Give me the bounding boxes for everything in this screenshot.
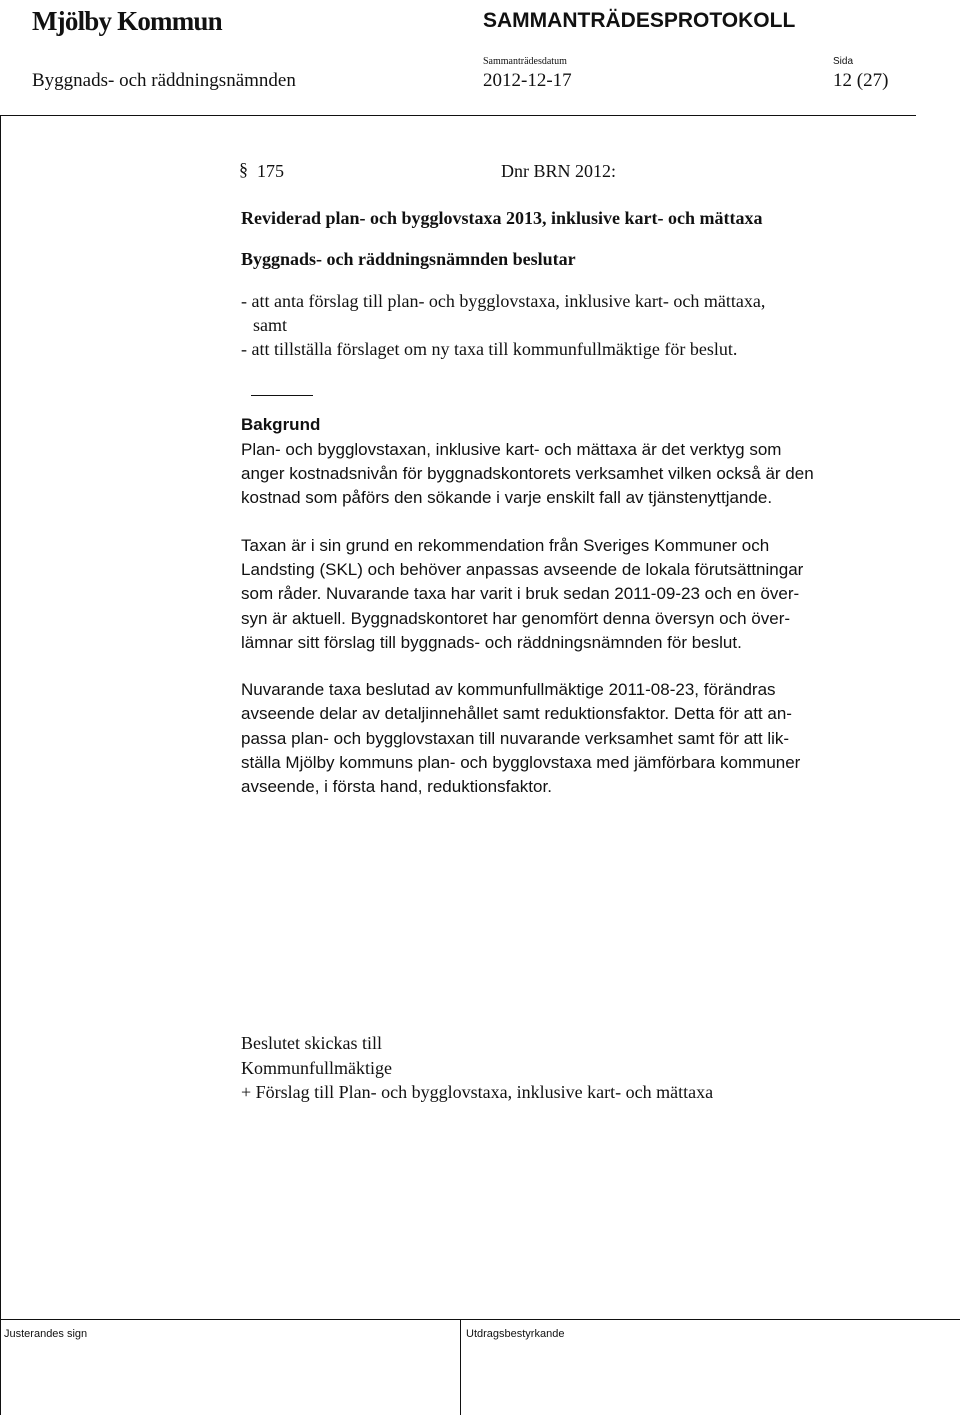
document-type: SAMMANTRÄDESPROTOKOLL (483, 9, 796, 32)
background-heading: Bakgrund (241, 415, 321, 435)
distribution-block (241, 1031, 713, 1105)
footer-certification-label: Utdragsbestyrkande (466, 1328, 565, 1340)
organization-name: Mjölby Kommun (32, 6, 222, 36)
paragraph-line: kostnad som påförs den sökande i varje enskilt fall av tjänstenyttjande. (241, 488, 773, 508)
decision-item: - att tillställa förslaget om ny taxa till kommunfullmäktige för beslut. (241, 339, 738, 360)
case-number: Dnr BRN 2012: (501, 161, 617, 181)
separator-space (241, 361, 881, 403)
distribution-heading: Beslutet skickas till (241, 1033, 382, 1053)
paragraph-line: Landsting (SKL) och behöver anpassas avseende de lokala förutsättningar (241, 559, 804, 579)
footer-rule (0, 1319, 960, 1320)
section-symbol: § (239, 159, 248, 179)
decision-item-continuation: samt (253, 314, 287, 335)
decision-list (241, 289, 881, 362)
page-number: 12 (27) (833, 70, 889, 91)
protocol-section (241, 157, 881, 800)
section-number: 175 (257, 161, 284, 181)
decision-heading: Byggnads- och räddningsnämnden beslutar (241, 249, 576, 270)
paragraph-line: Plan- och bygglovstaxan, inklusive kart- och mättaxa är det verktyg som (241, 439, 782, 459)
meeting-date: 2012-12-17 (483, 70, 572, 91)
paragraph-line: Nuvarande taxa beslutad av kommunfullmäktige 2011-08-23, förändras (241, 680, 776, 700)
committee-name: Byggnads- och räddningsnämnden (32, 70, 296, 91)
section-title: Reviderad plan- och bygglovstaxa 2013, inklusive kart- och mättaxa (241, 208, 763, 228)
page-label: Sida (833, 56, 854, 67)
paragraph-line: Taxan är i sin grund en rekommendation från Sveriges Kommuner och (241, 535, 770, 555)
decision-item: - att anta förslag till plan- och bygglovstaxa, inklusive kart- och mättaxa, (241, 290, 766, 311)
paragraph-line: avseende, i första hand, reduktionsfaktor. (241, 777, 552, 797)
paragraph-line: syn är aktuell. Byggnadskontoret har genomfört denna översyn och över- (241, 608, 791, 628)
distribution-attachment: + Förslag till Plan- och bygglovstaxa, inklusive kart- och mättaxa (241, 1082, 714, 1102)
date-label: Sammanträdesdatum (483, 56, 567, 67)
paragraph-line: passa plan- och bygglovstaxan till nuvarande verksamhet samt för att lik- (241, 728, 790, 748)
paragraph-line: avseende delar av detaljinnehållet samt reduktionsfaktor. Detta för att an- (241, 704, 792, 724)
footer-divider (460, 1319, 461, 1415)
paragraph-line: lämnar sitt förslag till byggnads- och räddningsnämnden för beslut. (241, 632, 742, 652)
separator-line (251, 395, 313, 396)
footer-signature-label: Justerandes sign (4, 1328, 88, 1340)
left-margin-rule (0, 115, 1, 1415)
section-header (241, 159, 881, 183)
distribution-recipient: Kommunfullmäktige (241, 1057, 392, 1078)
paragraph-line: ställa Mjölby kommuns plan- och bygglovstaxa med jämförbara kommuner (241, 753, 801, 773)
paragraph-line: anger kostnadsnivån för byggnadskontorets verksamhet vilken också är den (241, 464, 814, 484)
paragraph-line: som råder. Nuvarande taxa har varit i bruk sedan 2011-09-23 och en över- (241, 584, 800, 604)
header-rule (0, 115, 916, 116)
